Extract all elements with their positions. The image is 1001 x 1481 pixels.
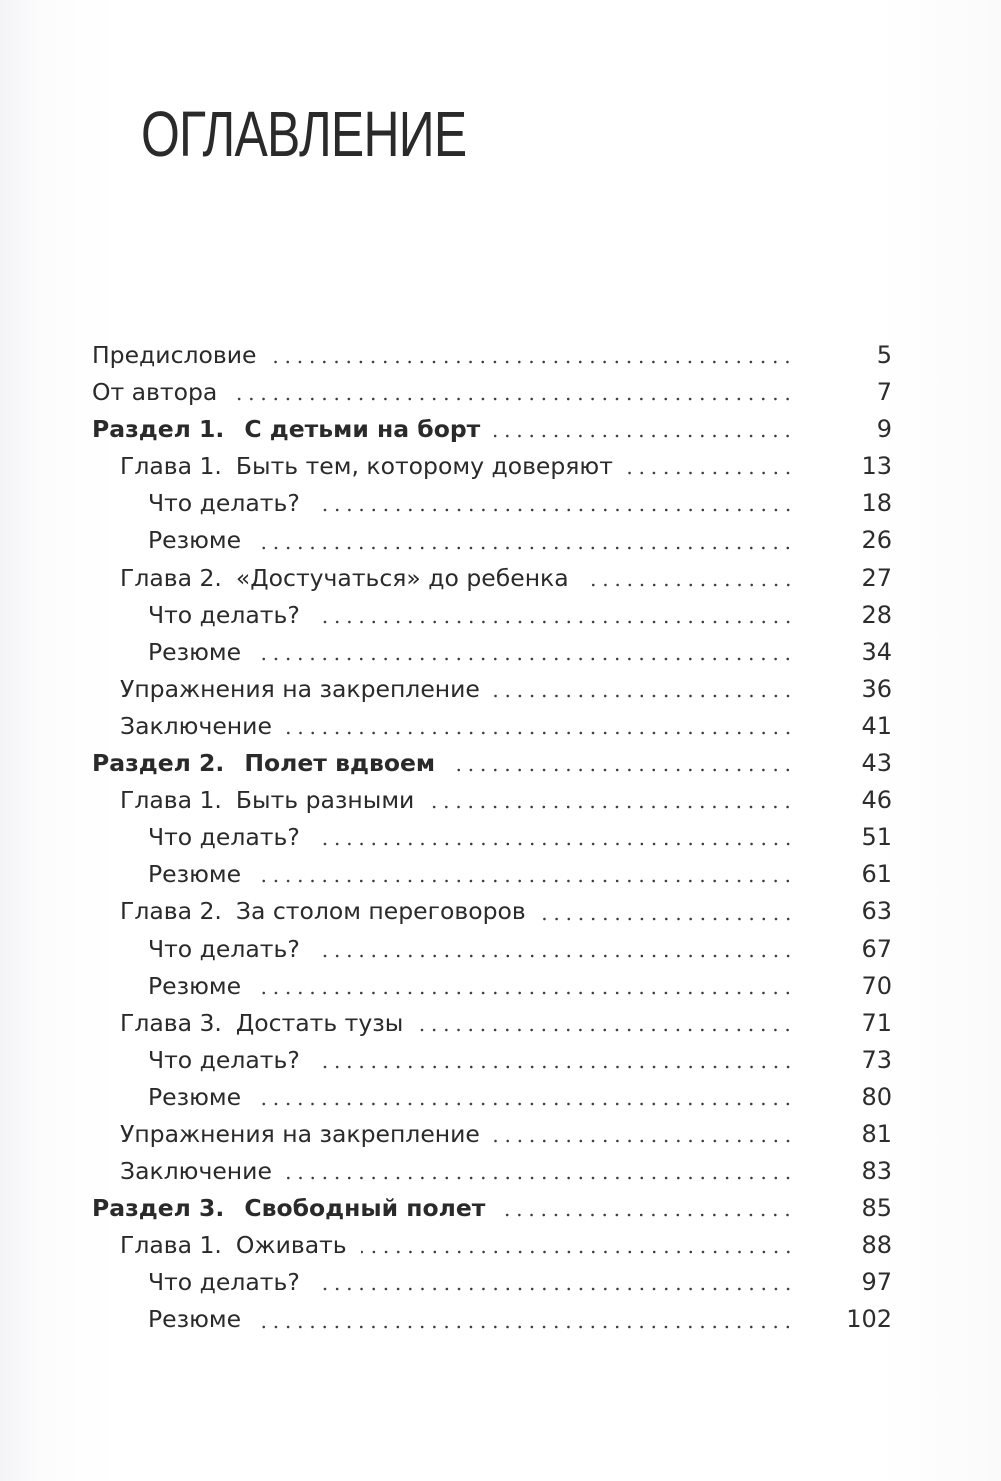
- toc-entry-title: Раздел 3. Свободный полет: [92, 1194, 486, 1223]
- toc-page-number: 51: [861, 823, 892, 852]
- toc-subsection-entry: [92, 1079, 892, 1116]
- dot-leader: [314, 841, 794, 847]
- dot-leader: [540, 916, 794, 922]
- dot-leader: [417, 1027, 794, 1033]
- toc-entry-title: Что делать?: [148, 489, 300, 518]
- toc-subsection-entry: [92, 819, 892, 856]
- dot-leader: [494, 433, 794, 439]
- toc-page-number: 41: [861, 711, 892, 740]
- toc-page-number: 18: [861, 489, 892, 518]
- dot-leader: [361, 1249, 794, 1255]
- dot-leader: [270, 359, 794, 365]
- toc-entry-title: Резюме: [148, 1305, 242, 1334]
- toc-entry-title: Что делать?: [148, 1268, 300, 1297]
- toc-entry-title: Резюме: [148, 637, 242, 666]
- toc-entry-title: Что делать?: [148, 1045, 300, 1074]
- toc-entry-title: Резюме: [148, 526, 242, 555]
- dot-leader: [255, 656, 794, 662]
- toc-page-number: 13: [861, 452, 892, 481]
- dot-leader: [286, 730, 794, 736]
- toc-subsection-entry: [92, 522, 892, 559]
- dot-leader: [494, 1138, 794, 1144]
- toc-entry: [92, 671, 892, 708]
- toc-chapter-entry: [92, 1227, 892, 1264]
- toc-section-entry: [92, 1190, 892, 1227]
- toc-entry-title: Что делать?: [148, 934, 300, 963]
- toc-entry: [92, 374, 892, 411]
- toc-page-number: 43: [861, 749, 892, 778]
- dot-leader: [627, 470, 794, 476]
- table-of-contents: [92, 337, 892, 1339]
- dot-leader: [255, 878, 794, 884]
- toc-page-number: 9: [876, 415, 892, 444]
- toc-entry-title: Глава 3. Достать тузы: [120, 1008, 404, 1037]
- toc-page-number: 46: [861, 786, 892, 815]
- toc-page-number: 73: [861, 1045, 892, 1074]
- toc-page-number: 27: [861, 563, 892, 592]
- toc-entry-title: Глава 1. Оживать: [120, 1231, 347, 1260]
- toc-entry-title: Что делать?: [148, 600, 300, 629]
- toc-section-entry: [92, 411, 892, 448]
- toc-chapter-entry: [92, 448, 892, 485]
- toc-entry: [92, 1153, 892, 1190]
- dot-leader: [314, 1064, 794, 1070]
- toc-entry-title: Раздел 1. С детьми на борт: [92, 415, 481, 444]
- toc-page-number: 71: [861, 1008, 892, 1037]
- dot-leader: [583, 582, 794, 588]
- toc-entry-title: Что делать?: [148, 823, 300, 852]
- dot-leader: [428, 804, 794, 810]
- toc-entry-title: Заключение: [120, 711, 272, 740]
- toc-entry-title: Резюме: [148, 860, 242, 889]
- dot-leader: [314, 507, 794, 513]
- toc-page-number: 80: [861, 1082, 892, 1111]
- toc-page-number: 34: [861, 637, 892, 666]
- toc-entry-title: Глава 2. «Достучаться» до ребенка: [120, 563, 569, 592]
- toc-entry-title: Резюме: [148, 971, 242, 1000]
- toc-subsection-entry: [92, 931, 892, 968]
- toc-entry-title: Заключение: [120, 1157, 272, 1186]
- toc-page-number: 26: [861, 526, 892, 555]
- toc-section-entry: [92, 745, 892, 782]
- dot-leader: [314, 1286, 794, 1292]
- toc-page-number: 88: [861, 1231, 892, 1260]
- toc-entry: [92, 708, 892, 745]
- toc-chapter-entry: [92, 1005, 892, 1042]
- toc-entry-title: Глава 1. Быть разными: [120, 786, 415, 815]
- toc-page-number: 102: [846, 1305, 892, 1334]
- dot-leader: [449, 767, 794, 773]
- toc-subsection-entry: [92, 968, 892, 1005]
- dot-leader: [494, 693, 794, 699]
- dot-leader: [255, 545, 794, 551]
- toc-page-number: 5: [876, 341, 892, 369]
- dot-leader: [255, 1324, 794, 1330]
- toc-chapter-entry: [92, 782, 892, 819]
- toc-subsection-entry: [92, 856, 892, 893]
- page-title: ОГЛАВЛЕНИЕ: [141, 98, 467, 170]
- toc-entry-title: Раздел 2. Полет вдвоем: [92, 749, 436, 778]
- toc-subsection-entry: [92, 1301, 892, 1338]
- toc-subsection-entry: [92, 485, 892, 522]
- toc-entry: [92, 337, 892, 374]
- toc-entry-title: От автора: [92, 378, 218, 407]
- toc-entry-title: Предисловие: [92, 341, 257, 369]
- toc-entry-title: Резюме: [148, 1082, 242, 1111]
- dot-leader: [231, 396, 794, 402]
- toc-subsection-entry: [92, 597, 892, 634]
- dot-leader: [499, 1212, 794, 1218]
- toc-page-number: 28: [861, 600, 892, 629]
- toc-entry-title: Глава 2. За столом переговоров: [120, 897, 526, 926]
- toc-page-number: 83: [861, 1157, 892, 1186]
- toc-page-number: 67: [861, 934, 892, 963]
- toc-subsection-entry: [92, 1042, 892, 1079]
- dot-leader: [255, 990, 794, 996]
- toc-page-number: 36: [861, 674, 892, 703]
- toc-chapter-entry: [92, 560, 892, 597]
- toc-page-number: 81: [861, 1119, 892, 1148]
- toc-entry: [92, 1116, 892, 1153]
- toc-page-number: 70: [861, 971, 892, 1000]
- toc-page-number: 63: [861, 897, 892, 926]
- dot-leader: [286, 1175, 794, 1181]
- toc-entry-title: Упражнения на закрепление: [120, 674, 480, 703]
- toc-page-number: 7: [876, 378, 892, 407]
- toc-subsection-entry: [92, 634, 892, 671]
- toc-chapter-entry: [92, 893, 892, 930]
- toc-page-number: 61: [861, 860, 892, 889]
- toc-entry-title: Глава 1. Быть тем, которому доверяют: [120, 452, 613, 481]
- toc-page-number: 85: [861, 1194, 892, 1223]
- dot-leader: [314, 619, 794, 625]
- toc-page-number: 97: [861, 1268, 892, 1297]
- dot-leader: [314, 953, 794, 959]
- toc-entry-title: Упражнения на закрепление: [120, 1119, 480, 1148]
- toc-subsection-entry: [92, 1264, 892, 1301]
- dot-leader: [255, 1101, 794, 1107]
